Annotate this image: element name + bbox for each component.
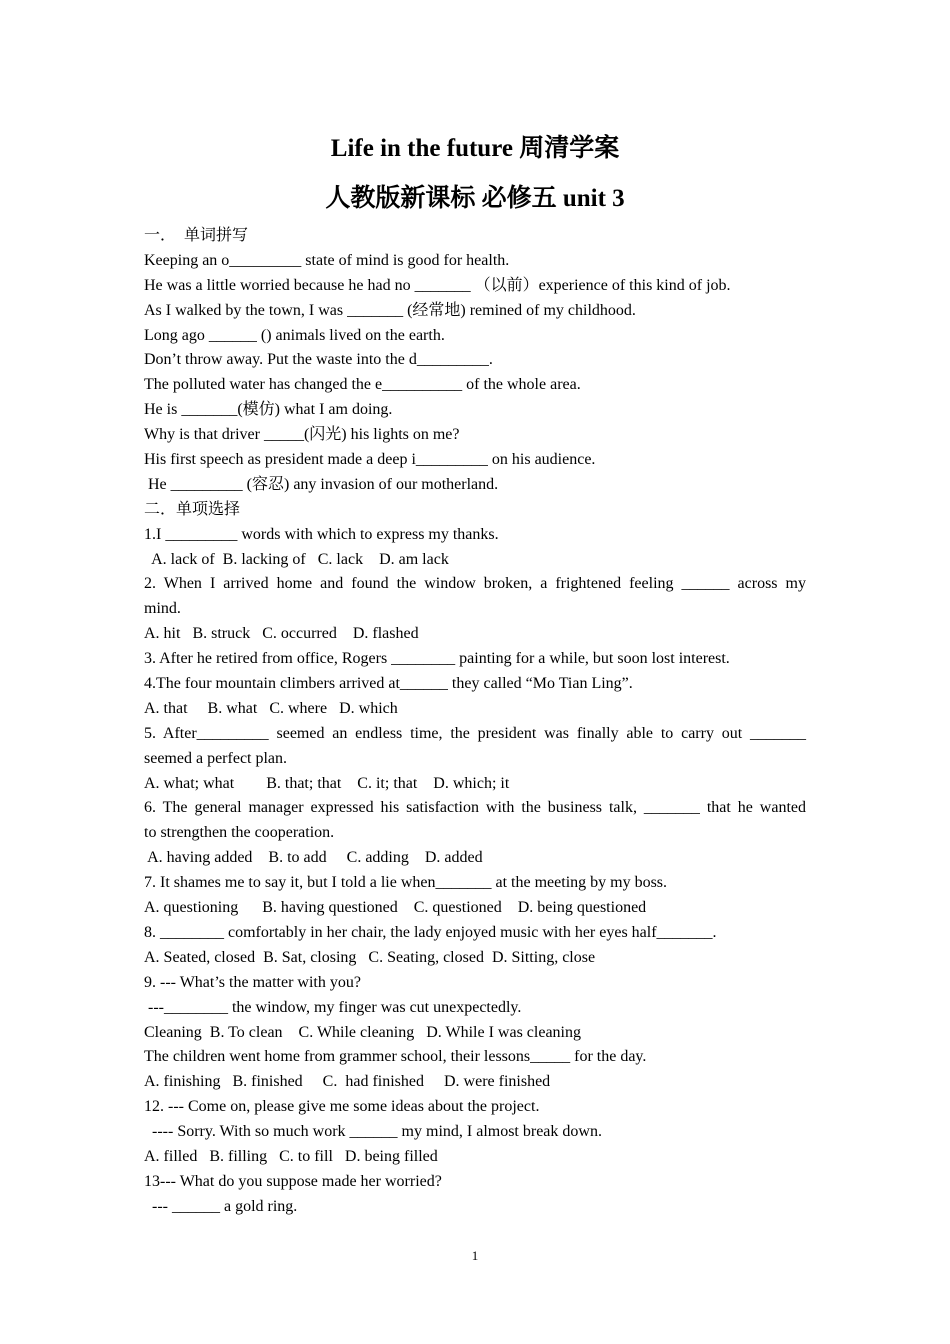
- question-line: 2. When I arrived home and found the window broken, a frightened feeling ______ across my: [144, 575, 806, 593]
- question-line: 13--- What do you suppose made her worried?: [144, 1172, 442, 1190]
- question-line: mind.: [144, 600, 181, 618]
- answer-options: A. filled B. filling C. to fill D. being filled: [144, 1147, 438, 1165]
- question-line: 9. --- What’s the matter with you?: [144, 973, 361, 991]
- spelling-item: The polluted water has changed the e__________ of the whole area.: [144, 376, 581, 394]
- spelling-item: As I walked by the town, I was _______ (经常地) remined of my childhood.: [144, 301, 636, 319]
- question-line: 4.The four mountain climbers arrived at______ they called “Mo Tian Ling”.: [144, 675, 633, 693]
- answer-options: A. what; what B. that; that C. it; that D. which; it: [144, 774, 510, 792]
- question-line: 3. After he retired from office, Rogers ________ painting for a while, but soon lost interest.: [144, 650, 730, 668]
- section-heading-spelling: 一． 单词拼写: [144, 227, 249, 244]
- answer-options: A. hit B. struck C. occurred D. flashed: [144, 625, 419, 643]
- question-line: 12. --- Come on, please give me some ideas about the project.: [144, 1098, 540, 1116]
- spelling-item: His first speech as president made a deep i_________ on his audience.: [144, 451, 596, 469]
- answer-options: A. questioning B. having questioned C. questioned D. being questioned: [144, 899, 647, 917]
- question-line: --- ______ a gold ring.: [144, 1197, 298, 1215]
- page-number: 1: [471, 1248, 479, 1263]
- question-line: ---________ the window, my finger was cut unexpectedly.: [144, 998, 522, 1016]
- spelling-item: Keeping an o_________ state of mind is good for health.: [144, 251, 510, 269]
- spelling-item: Long ago ______ () animals lived on the earth.: [144, 326, 445, 344]
- section-heading-choice: 二．单项选择: [144, 500, 241, 518]
- question-line: 7. It shames me to say it, but I told a lie when_______ at the meeting by my boss.: [144, 874, 668, 892]
- question-line: The children went home from grammer school, their lessons_____ for the day.: [144, 1048, 647, 1066]
- answer-options: A. lack of B. lacking of C. lack D. am lack: [144, 550, 449, 568]
- spelling-item: He was a little worried because he had no _______ （以前）experience of this kind of job.: [144, 276, 731, 294]
- spelling-item: Why is that driver _____(闪光) his lights on me?: [144, 426, 460, 444]
- spelling-item: He is _______(模仿) what I am doing.: [144, 401, 393, 419]
- question-line: 6. The general manager expressed his satisfaction with the business talk, _______ that he wanted: [144, 799, 806, 817]
- document-subtitle: 人教版新课标 必修五 unit 3: [325, 185, 625, 212]
- answer-options: A. finishing B. finished C. had finished D. were finished: [144, 1073, 551, 1091]
- question-line: ---- Sorry. With so much work ______ my mind, I almost break down.: [144, 1123, 602, 1141]
- answer-options: A. Seated, closed B. Sat, closing C. Seating, closed D. Sitting, close: [144, 948, 596, 966]
- answer-options: A. having added B. to add C. adding D. added: [144, 849, 483, 867]
- question-line: 1.I _________ words with which to express my thanks.: [144, 525, 499, 543]
- question-line: to strengthen the cooperation.: [144, 824, 335, 842]
- document-title: Life in the future 周清学案: [330, 135, 620, 162]
- answer-options: A. that B. what C. where D. which: [144, 699, 398, 717]
- document-body: [144, 224, 806, 1220]
- spelling-item: Don’t throw away. Put the waste into the d_________.: [144, 351, 493, 369]
- answer-options: Cleaning B. To clean C. While cleaning D. While I was cleaning: [144, 1023, 581, 1041]
- question-line: 5. After_________ seemed an endless time, the president was finally able to carry out _______: [144, 724, 806, 742]
- spelling-item: He _________ (容忍) any invasion of our motherland.: [144, 475, 499, 493]
- question-line: seemed a perfect plan.: [144, 749, 288, 767]
- question-line: 8. ________ comfortably in her chair, the lady enjoyed music with her eyes half_______.: [144, 923, 717, 941]
